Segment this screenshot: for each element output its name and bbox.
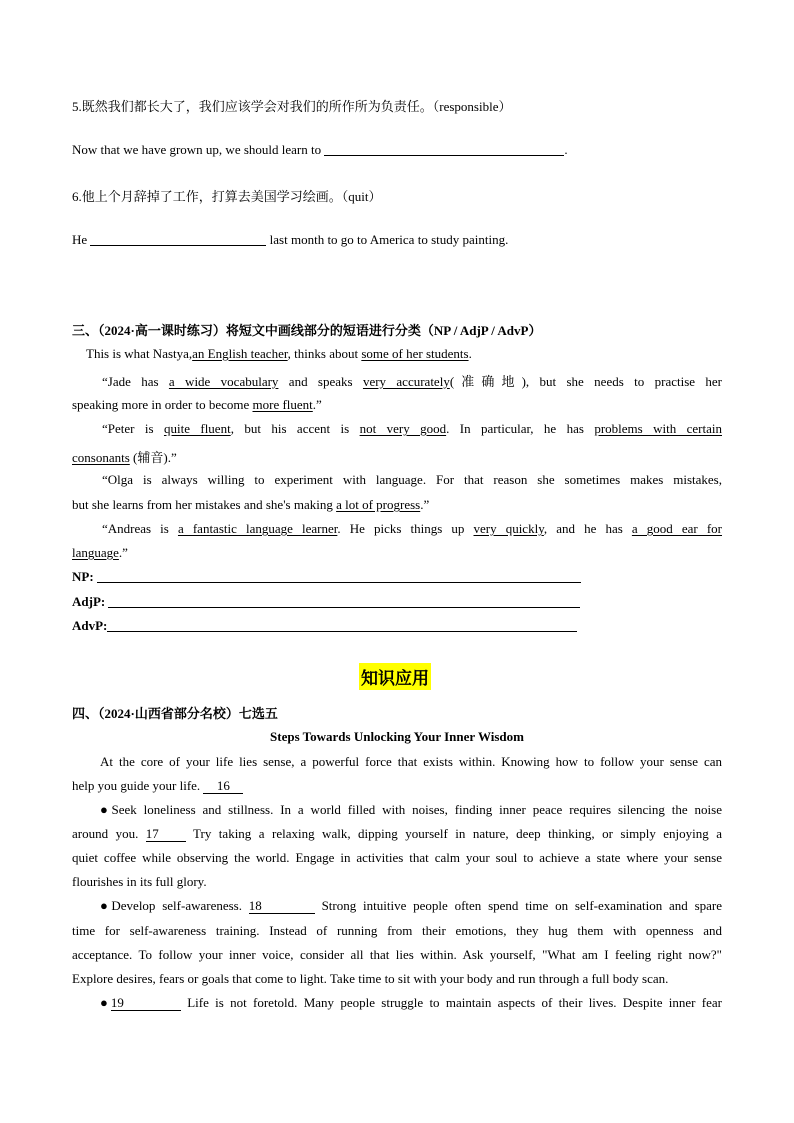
underlined-phrase: consonants [72, 450, 130, 465]
text: Try taking a relaxing walk, dipping yourself in nature, deep thinking, or simply enjoying a [193, 826, 723, 841]
underlined-phrase: an English teacher [192, 346, 288, 361]
text: speaking more in order to become [72, 397, 253, 412]
q6-start: He [72, 232, 88, 247]
underlined-phrase: very accurately [362, 374, 450, 389]
q5-answer-blank[interactable] [324, 143, 564, 156]
q5-prompt: 5.既然我们都长大了，我们应该学会对我们的所作所为负责任。（responsible） [72, 99, 512, 114]
np-label: NP: [72, 569, 94, 584]
text: .” [420, 497, 430, 512]
underlined-phrase: language [72, 545, 119, 560]
text: ●Develop self-awareness. [100, 898, 242, 913]
section3-para1 [86, 346, 472, 362]
text: . [468, 346, 472, 361]
passage-line-6: flourishes in its full glory. [72, 874, 207, 889]
text: “Jade has [102, 374, 169, 389]
q6-sentence [72, 232, 508, 248]
section3-para3-line1 [102, 421, 722, 437]
passage-title: Steps Towards Unlocking Your Inner Wisdom [270, 729, 524, 744]
section3-para3-line2 [72, 447, 177, 466]
text: (辅音).” [129, 450, 177, 465]
knowledge-application-heading: 知识应用 [359, 663, 431, 690]
q5-end: . [564, 142, 568, 157]
underlined-phrase: a wide vocabulary [168, 374, 279, 389]
section3-para5-line1 [102, 521, 722, 537]
text: .” [118, 545, 128, 560]
text: around you. [72, 826, 139, 841]
underlined-phrase: a fantastic language learner [177, 521, 338, 536]
np-answer-line [72, 569, 581, 585]
underlined-phrase: very quickly [473, 521, 544, 536]
text: This is what Nastya, [86, 346, 193, 361]
passage-line-2 [72, 778, 243, 794]
underlined-phrase: not very good [359, 421, 447, 436]
section3-para2-line2 [72, 397, 322, 413]
section3-para4-line1: “Olga is always willing to experiment with language. For that reason she sometimes makes mistakes, [102, 472, 722, 487]
blank-18[interactable]: 18 [249, 899, 315, 914]
q6-end: last month to go to America to study painting. [269, 232, 509, 247]
text: , and he has [543, 521, 632, 536]
np-answer-blank[interactable] [97, 570, 581, 583]
text: (准确地), but she needs to practise her [449, 374, 722, 389]
underlined-phrase: problems with certain [594, 421, 722, 436]
q5-sentence-text: Now that we have grown up, we should learn to [72, 142, 322, 157]
section3-title: 三、（2024·高一课时练习）将短文中画线部分的短语进行分类（NP / AdjP / AdvP） [72, 323, 542, 338]
blank-16[interactable]: 16 [203, 779, 243, 794]
section3-para5-line2 [72, 545, 128, 561]
adjp-answer-line [72, 594, 580, 610]
text: .” [312, 397, 322, 412]
passage-line-11 [100, 995, 722, 1011]
passage-line-5: quiet coffee while observing the world. Engage in activities that calm your soul to achieve a state where your sense [72, 850, 722, 865]
passage-line-3: ●Seek loneliness and stillness. In a world filled with noises, finding inner peace requires silencing the noise [100, 802, 722, 817]
underlined-phrase: a lot of progress [336, 497, 421, 512]
adjp-answer-blank[interactable] [108, 595, 580, 608]
section3-para4-line2 [72, 497, 429, 513]
passage-line-4 [72, 826, 722, 842]
q6-answer-blank[interactable] [90, 233, 266, 246]
text: Strong intuitive people often spend time on self-examination and spare [321, 898, 723, 913]
q6-prompt: 6.他上个月辞掉了工作，打算去美国学习绘画。（quit） [72, 189, 382, 204]
underlined-phrase: more fluent [252, 397, 313, 412]
underlined-phrase: a good ear for [631, 521, 722, 536]
text: “Andreas is [102, 521, 178, 536]
passage-line-10: Explore desires, fears or goals that come to light. Take time to sit with your body and run through a full body scan. [72, 971, 669, 986]
passage-line-8: time for self-awareness training. Instead of running from their emotions, they hug them with openness and [72, 923, 722, 938]
text: , thinks about [287, 346, 362, 361]
advp-answer-line [72, 618, 577, 634]
underlined-phrase: quite fluent [163, 421, 231, 436]
passage-line-9: acceptance. To follow your inner voice, consider all that lies within. Ask yourself, "What am I feeling right now?" [72, 947, 722, 962]
passage-line-1: At the core of your life lies sense, a powerful force that exists within. Knowing how to follow your sense can [100, 754, 722, 769]
blank-17[interactable]: 17 [146, 827, 186, 842]
bullet: ● [100, 995, 111, 1010]
text: Life is not foretold. Many people struggle to maintain aspects of their lives. Despite inner fear [187, 995, 723, 1010]
advp-answer-blank[interactable] [107, 619, 577, 632]
passage-line-7 [100, 898, 722, 914]
section3-para2-line1 [102, 371, 722, 390]
text: but she learns from her mistakes and she's making [72, 497, 337, 512]
adjp-label: AdjP: [72, 594, 106, 609]
text: . He picks things up [337, 521, 474, 536]
text: help you guide your life. [72, 778, 201, 793]
text: . In particular, he has [446, 421, 595, 436]
advp-label: AdvP: [72, 618, 108, 633]
underlined-phrase: some of her students [361, 346, 469, 361]
text: , but his accent is [230, 421, 360, 436]
q5-sentence [72, 142, 568, 158]
blank-19[interactable]: 19 [111, 996, 181, 1011]
text: and speaks [278, 374, 363, 389]
section4-title: 四、（2024·山西省部分名校）七选五 [72, 706, 278, 721]
text: “Peter is [102, 421, 164, 436]
